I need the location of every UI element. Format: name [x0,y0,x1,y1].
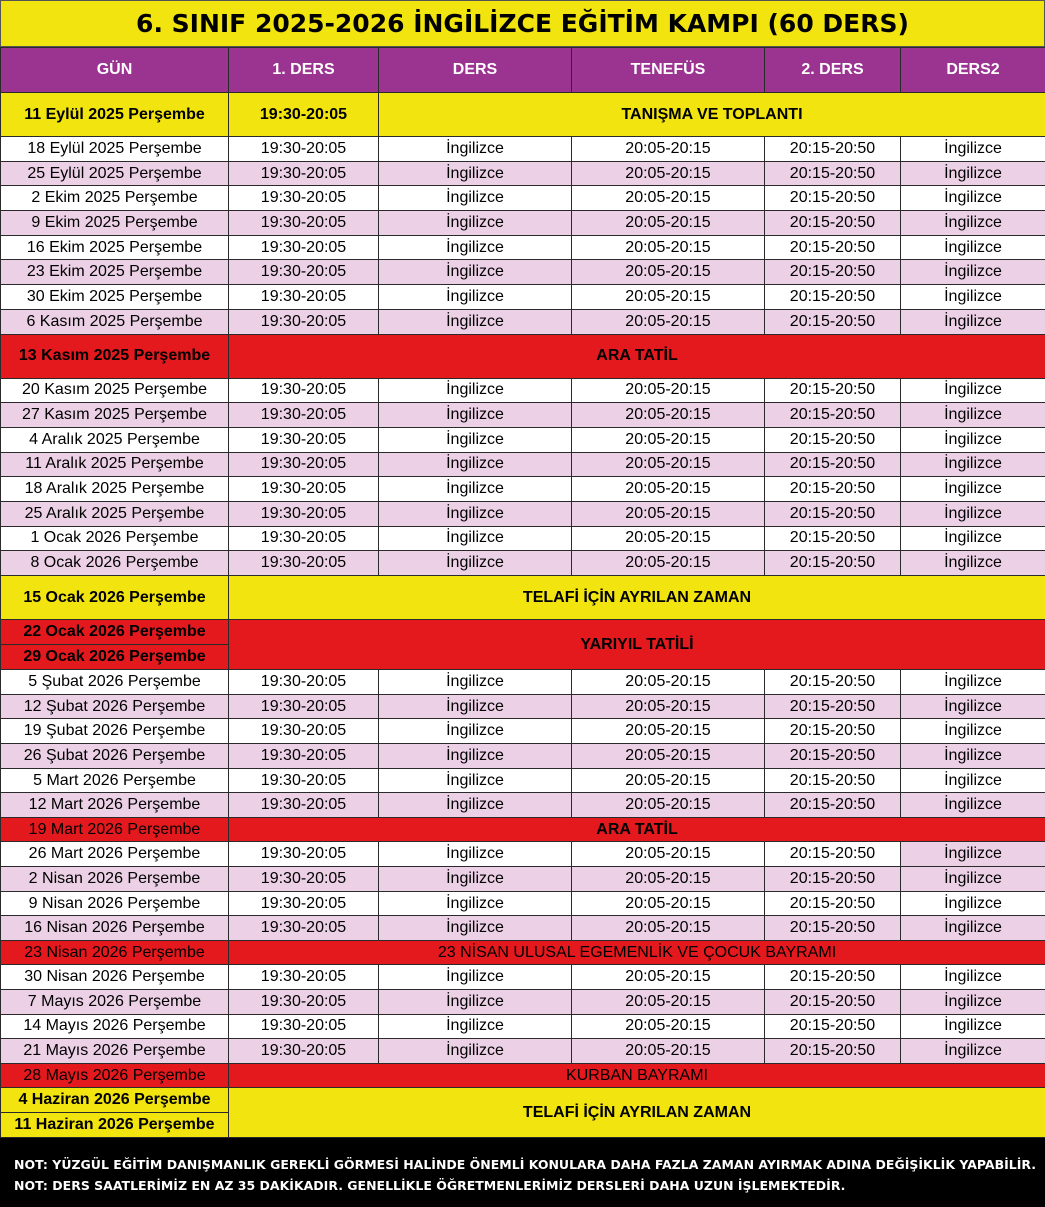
day-cell: 14 Mayıs 2026 Perşembe [1,1014,229,1039]
event-label-cell: TELAFİ İÇİN AYRILAN ZAMAN [229,1088,1045,1138]
break-time-cell: 20:05-20:15 [572,186,765,211]
table-row [1,235,1045,260]
table-row [1,309,1045,334]
schedule-table [0,47,1045,1138]
lesson-2-time-cell: 20:15-20:50 [765,378,901,403]
subject-2-cell: İngilizce [901,235,1045,260]
subject-2-cell: İngilizce [901,965,1045,990]
lesson-1-time-cell: 19:30-20:05 [229,670,379,695]
break-time-cell: 20:05-20:15 [572,891,765,916]
day-cell: 26 Mart 2026 Perşembe [1,842,229,867]
table-row [1,719,1045,744]
subject-1-cell: İngilizce [379,285,572,310]
break-time-cell: 20:05-20:15 [572,309,765,334]
day-cell: 9 Ekim 2025 Perşembe [1,211,229,236]
break-time-cell: 20:05-20:15 [572,842,765,867]
day-cell: 18 Eylül 2025 Perşembe [1,137,229,162]
subject-1-cell: İngilizce [379,744,572,769]
subject-2-cell: İngilizce [901,526,1045,551]
subject-2-cell: İngilizce [901,186,1045,211]
event-label-cell: TELAFİ İÇİN AYRILAN ZAMAN [229,576,1045,620]
table-row [1,186,1045,211]
break-time-cell: 20:05-20:15 [572,989,765,1014]
day-cell: 7 Mayıs 2026 Perşembe [1,989,229,1014]
table-row [1,842,1045,867]
day-cell: 30 Ekim 2025 Perşembe [1,285,229,310]
subject-2-cell: İngilizce [901,891,1045,916]
lesson-1-time-cell: 19:30-20:05 [229,1014,379,1039]
header-row [1,48,1045,93]
day-cell: 11 Eylül 2025 Perşembe [1,93,229,137]
lesson-1-time-cell: 19:30-20:05 [229,378,379,403]
table-row [1,989,1045,1014]
subject-1-cell: İngilizce [379,551,572,576]
break-time-cell: 20:05-20:15 [572,694,765,719]
event-label-cell: ARA TATİL [229,334,1045,378]
day-cell: 4 Haziran 2026 Perşembe [1,1088,229,1113]
day-cell: 26 Şubat 2026 Perşembe [1,744,229,769]
lesson-2-time-cell: 20:15-20:50 [765,768,901,793]
subject-2-cell: İngilizce [901,744,1045,769]
day-cell: 11 Aralık 2025 Perşembe [1,452,229,477]
subject-1-cell: İngilizce [379,186,572,211]
lesson-2-time-cell: 20:15-20:50 [765,427,901,452]
table-row [1,768,1045,793]
column-header-lesson-2: 2. DERS [765,48,901,93]
subject-1-cell: İngilizce [379,989,572,1014]
subject-2-cell: İngilizce [901,793,1045,818]
table-row [1,694,1045,719]
lesson-2-time-cell: 20:15-20:50 [765,309,901,334]
table-row [1,161,1045,186]
subject-2-cell: İngilizce [901,694,1045,719]
lesson-2-time-cell: 20:15-20:50 [765,719,901,744]
lesson-2-time-cell: 20:15-20:50 [765,1014,901,1039]
subject-1-cell: İngilizce [379,965,572,990]
table-row [1,551,1045,576]
lesson-2-time-cell: 20:15-20:50 [765,501,901,526]
lesson-1-time-cell: 19:30-20:05 [229,989,379,1014]
lesson-2-time-cell: 20:15-20:50 [765,452,901,477]
special-row [1,941,1045,965]
subject-2-cell: İngilizce [901,842,1045,867]
lesson-1-time-cell: 19:30-20:05 [229,842,379,867]
subject-2-cell: İngilizce [901,916,1045,941]
subject-1-cell: İngilizce [379,891,572,916]
day-cell: 4 Aralık 2025 Perşembe [1,427,229,452]
table-row [1,744,1045,769]
day-cell: 11 Haziran 2026 Perşembe [1,1113,229,1138]
table-row [1,477,1045,502]
break-time-cell: 20:05-20:15 [572,235,765,260]
lesson-1-time-cell: 19:30-20:05 [229,235,379,260]
day-cell: 20 Kasım 2025 Perşembe [1,378,229,403]
table-row [1,427,1045,452]
lesson-2-time-cell: 20:15-20:50 [765,285,901,310]
subject-1-cell: İngilizce [379,378,572,403]
break-time-cell: 20:05-20:15 [572,403,765,428]
note-1: NOT: YÜZGÜL EĞİTİM DANIŞMANLIK GEREKLİ GÖRMESİ HALİNDE ÖNEMLİ KONULARA DAHA FAZLA ZAMAN AYIRMAK ADINA DEĞİŞİKLİK YAPABİLİR. [14,1157,1036,1173]
special-row [1,1064,1045,1088]
day-cell: 2 Nisan 2026 Perşembe [1,867,229,892]
table-row [1,260,1045,285]
day-cell: 27 Kasım 2025 Perşembe [1,403,229,428]
lesson-1-time-cell: 19:30-20:05 [229,526,379,551]
subject-1-cell: İngilizce [379,1014,572,1039]
lesson-2-time-cell: 20:15-20:50 [765,694,901,719]
day-cell: 16 Nisan 2026 Perşembe [1,916,229,941]
break-time-cell: 20:05-20:15 [572,452,765,477]
lesson-1-time-cell: 19:30-20:05 [229,501,379,526]
break-time-cell: 20:05-20:15 [572,477,765,502]
table-row [1,526,1045,551]
event-label-cell: TANIŞMA VE TOPLANTI [379,93,1045,137]
break-time-cell: 20:05-20:15 [572,285,765,310]
lesson-2-time-cell: 20:15-20:50 [765,744,901,769]
event-label-cell: KURBAN BAYRAMI [229,1064,1045,1088]
lesson-1-time-cell: 19:30-20:05 [229,285,379,310]
day-cell: 5 Mart 2026 Perşembe [1,768,229,793]
lesson-1-time-cell: 19:30-20:05 [229,93,379,137]
break-time-cell: 20:05-20:15 [572,1014,765,1039]
day-cell: 30 Nisan 2026 Perşembe [1,965,229,990]
break-time-cell: 20:05-20:15 [572,260,765,285]
lesson-2-time-cell: 20:15-20:50 [765,965,901,990]
day-cell: 23 Ekim 2025 Perşembe [1,260,229,285]
subject-2-cell: İngilizce [901,161,1045,186]
day-cell: 28 Mayıs 2026 Perşembe [1,1064,229,1088]
lesson-1-time-cell: 19:30-20:05 [229,1039,379,1064]
special-row [1,620,1045,645]
table-row [1,916,1045,941]
day-cell: 2 Ekim 2025 Perşembe [1,186,229,211]
subject-2-cell: İngilizce [901,452,1045,477]
table-row [1,403,1045,428]
subject-1-cell: İngilizce [379,235,572,260]
lesson-1-time-cell: 19:30-20:05 [229,891,379,916]
lesson-1-time-cell: 19:30-20:05 [229,694,379,719]
lesson-2-time-cell: 20:15-20:50 [765,235,901,260]
lesson-2-time-cell: 20:15-20:50 [765,891,901,916]
day-cell: 1 Ocak 2026 Perşembe [1,526,229,551]
lesson-2-time-cell: 20:15-20:50 [765,867,901,892]
lesson-2-time-cell: 20:15-20:50 [765,186,901,211]
subject-2-cell: İngilizce [901,427,1045,452]
subject-2-cell: İngilizce [901,551,1045,576]
break-time-cell: 20:05-20:15 [572,965,765,990]
special-row [1,818,1045,842]
schedule-body [1,93,1045,1138]
day-cell: 13 Kasım 2025 Perşembe [1,334,229,378]
subject-1-cell: İngilizce [379,137,572,162]
lesson-1-time-cell: 19:30-20:05 [229,211,379,236]
lesson-1-time-cell: 19:30-20:05 [229,551,379,576]
break-time-cell: 20:05-20:15 [572,916,765,941]
event-label-cell: 23 NİSAN ULUSAL EGEMENLİK VE ÇOCUK BAYRAMI [229,941,1045,965]
break-time-cell: 20:05-20:15 [572,501,765,526]
subject-1-cell: İngilizce [379,719,572,744]
lesson-1-time-cell: 19:30-20:05 [229,137,379,162]
subject-1-cell: İngilizce [379,768,572,793]
break-time-cell: 20:05-20:15 [572,161,765,186]
table-row [1,1039,1045,1064]
day-cell: 16 Ekim 2025 Perşembe [1,235,229,260]
day-cell: 12 Mart 2026 Perşembe [1,793,229,818]
table-row [1,891,1045,916]
lesson-2-time-cell: 20:15-20:50 [765,670,901,695]
day-cell: 18 Aralık 2025 Perşembe [1,477,229,502]
subject-1-cell: İngilizce [379,694,572,719]
column-header-subject-1: DERS [379,48,572,93]
day-cell: 25 Aralık 2025 Perşembe [1,501,229,526]
lesson-2-time-cell: 20:15-20:50 [765,403,901,428]
lesson-2-time-cell: 20:15-20:50 [765,161,901,186]
subject-1-cell: İngilizce [379,427,572,452]
subject-1-cell: İngilizce [379,260,572,285]
break-time-cell: 20:05-20:15 [572,768,765,793]
table-row [1,501,1045,526]
break-time-cell: 20:05-20:15 [572,744,765,769]
table-row [1,452,1045,477]
lesson-1-time-cell: 19:30-20:05 [229,719,379,744]
subject-1-cell: İngilizce [379,477,572,502]
break-time-cell: 20:05-20:15 [572,137,765,162]
break-time-cell: 20:05-20:15 [572,1039,765,1064]
lesson-2-time-cell: 20:15-20:50 [765,211,901,236]
day-cell: 21 Mayıs 2026 Perşembe [1,1039,229,1064]
page-title: 6. SINIF 2025-2026 İNGİLİZCE EĞİTİM KAMPI (60 DERS) [0,0,1045,47]
table-row [1,137,1045,162]
subject-2-cell: İngilizce [901,501,1045,526]
table-row [1,1014,1045,1039]
lesson-2-time-cell: 20:15-20:50 [765,793,901,818]
subject-2-cell: İngilizce [901,378,1045,403]
subject-1-cell: İngilizce [379,842,572,867]
subject-2-cell: İngilizce [901,1014,1045,1039]
subject-1-cell: İngilizce [379,670,572,695]
table-row [1,793,1045,818]
day-cell: 23 Nisan 2026 Perşembe [1,941,229,965]
lesson-1-time-cell: 19:30-20:05 [229,768,379,793]
table-row [1,867,1045,892]
subject-2-cell: İngilizce [901,768,1045,793]
day-cell: 19 Mart 2026 Perşembe [1,818,229,842]
subject-2-cell: İngilizce [901,477,1045,502]
lesson-2-time-cell: 20:15-20:50 [765,916,901,941]
break-time-cell: 20:05-20:15 [572,378,765,403]
lesson-1-time-cell: 19:30-20:05 [229,965,379,990]
day-cell: 15 Ocak 2026 Perşembe [1,576,229,620]
break-time-cell: 20:05-20:15 [572,719,765,744]
subject-1-cell: İngilizce [379,403,572,428]
column-header-day: GÜN [1,48,229,93]
subject-2-cell: İngilizce [901,1039,1045,1064]
day-cell: 9 Nisan 2026 Perşembe [1,891,229,916]
lesson-1-time-cell: 19:30-20:05 [229,403,379,428]
subject-1-cell: İngilizce [379,526,572,551]
lesson-1-time-cell: 19:30-20:05 [229,793,379,818]
note-2: NOT: DERS SAATLERİMİZ EN AZ 35 DAKİKADIR. GENELLİKLE ÖĞRETMENLERİMİZ DERSLERİ DAHA UZUN İŞLEMEKTEDİR. [14,1178,846,1194]
lesson-1-time-cell: 19:30-20:05 [229,427,379,452]
subject-1-cell: İngilizce [379,1039,572,1064]
table-row [1,285,1045,310]
lesson-2-time-cell: 20:15-20:50 [765,989,901,1014]
lesson-1-time-cell: 19:30-20:05 [229,477,379,502]
event-label-cell: ARA TATİL [229,818,1045,842]
event-label-cell: YARIYIL TATİLİ [229,620,1045,670]
break-time-cell: 20:05-20:15 [572,793,765,818]
subject-2-cell: İngilizce [901,309,1045,334]
day-cell: 25 Eylül 2025 Perşembe [1,161,229,186]
lesson-1-time-cell: 19:30-20:05 [229,161,379,186]
subject-2-cell: İngilizce [901,285,1045,310]
break-time-cell: 20:05-20:15 [572,526,765,551]
day-cell: 8 Ocak 2026 Perşembe [1,551,229,576]
subject-1-cell: İngilizce [379,501,572,526]
subject-2-cell: İngilizce [901,260,1045,285]
table-row [1,965,1045,990]
day-cell: 5 Şubat 2026 Perşembe [1,670,229,695]
lesson-2-time-cell: 20:15-20:50 [765,477,901,502]
subject-2-cell: İngilizce [901,211,1045,236]
table-row [1,378,1045,403]
lesson-1-time-cell: 19:30-20:05 [229,260,379,285]
notes-footer [0,1138,1045,1207]
column-header-lesson-1: 1. DERS [229,48,379,93]
break-time-cell: 20:05-20:15 [572,211,765,236]
lesson-2-time-cell: 20:15-20:50 [765,137,901,162]
subject-2-cell: İngilizce [901,670,1045,695]
subject-1-cell: İngilizce [379,211,572,236]
day-cell: 19 Şubat 2026 Perşembe [1,719,229,744]
special-row [1,1088,1045,1113]
subject-2-cell: İngilizce [901,719,1045,744]
table-row [1,670,1045,695]
subject-2-cell: İngilizce [901,867,1045,892]
day-cell: 6 Kasım 2025 Perşembe [1,309,229,334]
break-time-cell: 20:05-20:15 [572,670,765,695]
subject-1-cell: İngilizce [379,452,572,477]
lesson-2-time-cell: 20:15-20:50 [765,526,901,551]
break-time-cell: 20:05-20:15 [572,551,765,576]
lesson-1-time-cell: 19:30-20:05 [229,744,379,769]
lesson-1-time-cell: 19:30-20:05 [229,309,379,334]
lesson-2-time-cell: 20:15-20:50 [765,842,901,867]
subject-1-cell: İngilizce [379,309,572,334]
day-cell: 22 Ocak 2026 Perşembe [1,620,229,645]
lesson-2-time-cell: 20:15-20:50 [765,260,901,285]
column-header-break: TENEFÜS [572,48,765,93]
special-row [1,576,1045,620]
lesson-2-time-cell: 20:15-20:50 [765,1039,901,1064]
break-time-cell: 20:05-20:15 [572,867,765,892]
subject-1-cell: İngilizce [379,161,572,186]
table-row [1,211,1045,236]
subject-1-cell: İngilizce [379,793,572,818]
break-time-cell: 20:05-20:15 [572,427,765,452]
lesson-1-time-cell: 19:30-20:05 [229,867,379,892]
subject-1-cell: İngilizce [379,916,572,941]
column-header-subject-2: DERS2 [901,48,1045,93]
special-row [1,334,1045,378]
subject-2-cell: İngilizce [901,403,1045,428]
subject-2-cell: İngilizce [901,137,1045,162]
special-row [1,93,1045,137]
lesson-2-time-cell: 20:15-20:50 [765,551,901,576]
subject-2-cell: İngilizce [901,989,1045,1014]
lesson-1-time-cell: 19:30-20:05 [229,186,379,211]
lesson-1-time-cell: 19:30-20:05 [229,452,379,477]
subject-1-cell: İngilizce [379,867,572,892]
lesson-1-time-cell: 19:30-20:05 [229,916,379,941]
day-cell: 29 Ocak 2026 Perşembe [1,645,229,670]
day-cell: 12 Şubat 2026 Perşembe [1,694,229,719]
